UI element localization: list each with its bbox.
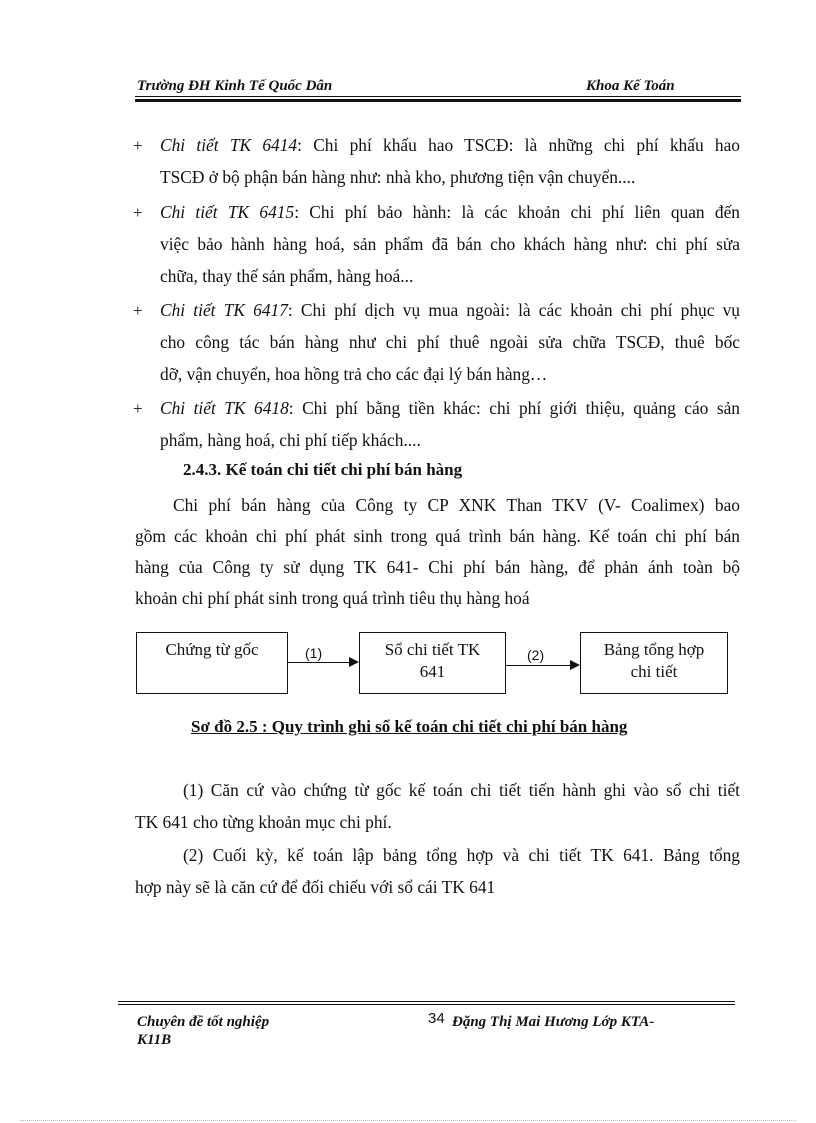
box-label: 641 — [419, 662, 446, 681]
bullet-item-6418 — [160, 392, 740, 456]
bullet-marker: + — [133, 203, 143, 222]
note-line: (2) Cuối kỳ, kế toán lập bảng tổng hợp và chi tiết TK 641. Bảng tổng — [183, 845, 740, 865]
footer-class-code: K11B — [137, 1032, 172, 1048]
box-label: chi tiết — [630, 662, 678, 681]
bullet-text: : Chi phí dịch vụ mua ngoài: là các khoản chi phí phục vụ — [287, 300, 740, 320]
bullet-item-6415 — [160, 196, 740, 292]
arrow-1-line — [288, 662, 350, 663]
paragraph-line: khoản chi phí phát sinh trong quá trình tiêu thụ hàng hoá — [135, 588, 530, 608]
bullet-text: : Chi phí bảo hành: là các khoản chi phí liên quan đến — [294, 202, 741, 222]
note-line: (1) Căn cứ vào chứng từ gốc kế toán chi tiết tiến hành ghi vào sổ chi tiết — [183, 780, 740, 800]
page-number: 34 — [428, 1010, 445, 1027]
box-summary-table — [580, 632, 728, 694]
bullet-marker: + — [133, 301, 143, 320]
bullet-marker: + — [133, 399, 143, 418]
arrow-1-label: (1) — [305, 645, 323, 661]
bullet-item-6417 — [160, 294, 740, 390]
footer-rule-bottom — [118, 1004, 735, 1005]
box-label: Chứng từ gốc — [165, 640, 259, 659]
header-faculty-name: Khoa Kế Toán — [586, 78, 675, 94]
footer-author: Đặng Thị Mai Hương Lớp KTA- — [452, 1014, 655, 1030]
note-step-2 — [135, 839, 740, 903]
paragraph-line: hàng của Công ty sử dụng TK 641- Chi phí bán hàng, để phản ánh toàn bộ — [135, 557, 740, 577]
bullet-text: việc bảo hành hàng hoá, sản phẩm đã bán cho khách hàng như: chi phí sửa — [160, 234, 740, 254]
account-label: Chi tiết TK 6418 — [160, 398, 289, 418]
paragraph-line: Chi phí bán hàng của Công ty CP XNK Than TKV (V- Coalimex) bao — [173, 495, 740, 515]
bullet-text: dỡ, vận chuyển, hoa hồng trả cho các đại lý bán hàng… — [160, 364, 548, 384]
bullet-text: phẩm, hàng hoá, chi phí tiếp khách.... — [160, 430, 421, 450]
box-label: Bảng tổng hợp — [603, 640, 705, 659]
bullet-text: chữa, thay thế sản phẩm, hàng hoá... — [160, 266, 414, 286]
bullet-text: TSCĐ ở bộ phận bán hàng như: nhà kho, phương tiện vận chuyển.... — [160, 167, 636, 187]
bullet-text: : Chi phí bằng tiền khác: chi phí giới thiệu, quảng cáo sản — [288, 398, 740, 418]
paragraph-line: gồm các khoản chi phí phát sinh trong quá trình bán hàng. Kế toán chi phí bán — [135, 526, 740, 546]
bullet-text: : Chi phí khấu hao TSCĐ: là những chi phí khấu hao — [297, 135, 740, 155]
account-label: Chi tiết TK 6414 — [160, 135, 298, 155]
account-label: Chi tiết TK 6417 — [160, 300, 288, 320]
footer-rule-top — [118, 1001, 735, 1002]
box-detail-ledger — [359, 632, 506, 694]
bullet-marker: + — [133, 136, 143, 155]
diagram-caption: Sơ đồ 2.5 : Quy trình ghi sổ kế toán chi tiết chi phí bán hàng — [191, 717, 628, 736]
note-step-1 — [135, 774, 740, 838]
box-label: Sổ chi tiết TK — [384, 640, 481, 659]
arrow-1-head — [349, 657, 359, 667]
intro-paragraph — [135, 490, 740, 614]
bullet-text: cho công tác bán hàng như chi phí thuê ngoài sửa chữa TSCĐ, thuê bốc — [160, 332, 740, 352]
header-school-name: Trường ĐH Kinh Tế Quốc Dân — [137, 78, 333, 94]
page-edge-dotted-line — [20, 1120, 796, 1121]
box-source-documents — [136, 632, 288, 694]
arrow-2-line — [506, 665, 571, 666]
bullet-item-6414 — [160, 129, 740, 193]
note-line: TK 641 cho từng khoản mục chi phí. — [135, 812, 392, 832]
arrow-2-label: (2) — [527, 647, 545, 663]
section-heading: 2.4.3. Kế toán chi tiết chi phí bán hàng — [183, 460, 463, 479]
note-line: hợp này sẽ là căn cứ để đối chiếu với sổ cái TK 641 — [135, 877, 496, 897]
header-rule-thick — [135, 99, 741, 102]
account-label: Chi tiết TK 6415 — [160, 202, 295, 222]
arrow-2-head — [570, 660, 580, 670]
header-rule-thin — [135, 96, 741, 97]
footer-thesis-label: Chuyên đề tốt nghiệp — [137, 1014, 270, 1030]
